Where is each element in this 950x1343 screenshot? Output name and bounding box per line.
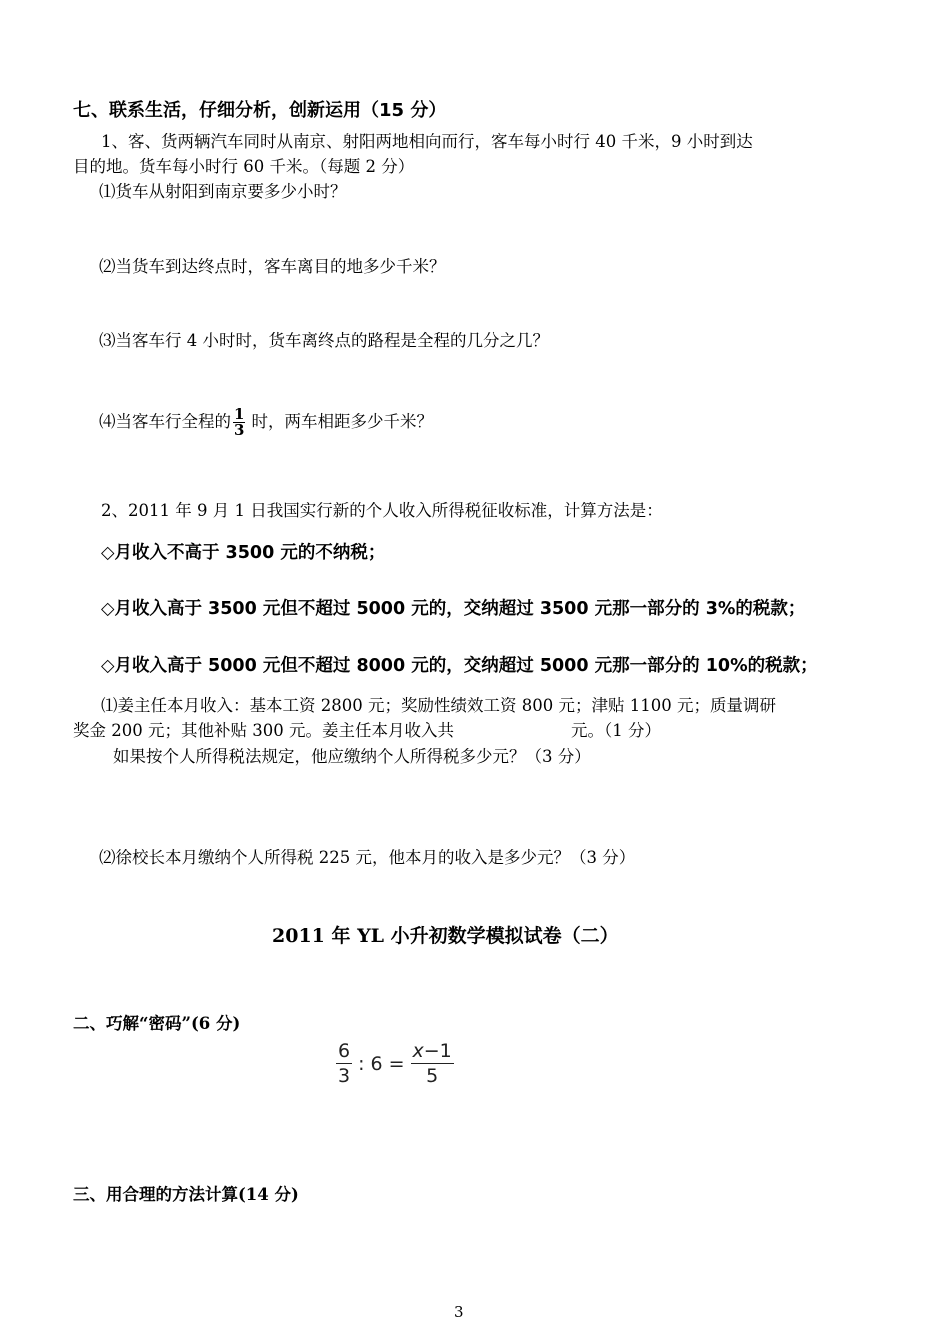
- equation-right-denominator: 5: [426, 1065, 439, 1087]
- section2-heading: 二、巧解“密码”(6 分): [73, 1014, 241, 1033]
- section3-heading: 三、用合理的方法计算(14 分): [73, 1185, 299, 1204]
- equation-equals-sign: =: [388, 1052, 405, 1075]
- problem2-q2: ⑵徐校长本月缴纳个人所得税 225 元，他本月的收入是多少元？（3 分）: [99, 848, 636, 867]
- problem2-intro: 2、2011 年 9 月 1 日我国实行新的个人收入所得税征收标准，计算方法是：: [101, 501, 663, 520]
- equation-left-denominator: 3: [338, 1065, 351, 1087]
- equation-colon: :: [358, 1052, 365, 1075]
- problem1-q4: [99, 404, 433, 440]
- tax-rule-2: ◇月收入高于 3500 元但不超过 5000 元的，交纳超过 3500 元那一部分的 3%的税款；: [101, 599, 806, 619]
- problem1-q3: ⑶当客车行 4 小时时，货车离终点的路程是全程的几分之几？: [99, 331, 549, 350]
- equation-right-numerator: [411, 1040, 454, 1064]
- problem2-q1-line2a: 奖金 200 元；其他补贴 300 元。姜主任本月收入共: [73, 721, 454, 740]
- problem1-q1: ⑴货车从射阳到南京要多少小时？: [99, 182, 347, 201]
- problem1-q2: ⑵当货车到达终点时，客车离目的地多少千米？: [99, 257, 446, 276]
- equation-left-numerator: 6: [338, 1040, 351, 1062]
- problem1-q4-after: 时，两车相距多少千米？: [251, 412, 433, 431]
- equation-numerator-rest: −1: [423, 1040, 452, 1062]
- tax-rule-3: ◇月收入高于 5000 元但不超过 8000 元的，交纳超过 5000 元那一部分的 10%的税款；: [101, 656, 818, 676]
- problem2-q1-line1: ⑴姜主任本月收入：基本工资 2800 元；奖励性绩效工资 800 元；津贴 1100 元；质量调研: [101, 696, 776, 715]
- problem2-q1-line3: 如果按个人所得税法规定，他应缴纳个人所得税多少元？（3 分）: [113, 747, 591, 766]
- section7-heading: 七、联系生活，仔细分析，创新运用（15 分）: [73, 100, 447, 121]
- equation-left-fraction: [336, 1040, 352, 1087]
- fraction-denominator: 3: [234, 421, 245, 439]
- problem1-line1: 1、客、货两辆汽车同时从南京、射阳两地相向而行，客车每小时行 40 千米，9 小时到达: [101, 132, 753, 151]
- tax-rule-1: ◇月收入不高于 3500 元的不纳税；: [101, 543, 386, 563]
- equation-right-fraction: [411, 1040, 454, 1087]
- exam-title: 2011 年 YL 小升初数学模拟试卷（二）: [272, 925, 619, 947]
- problem1-q4-before: ⑷当客车行全程的: [99, 412, 231, 431]
- equation-middle-number: 6: [370, 1052, 383, 1075]
- fraction-numerator: 1: [234, 405, 245, 423]
- equation-variable: x: [412, 1040, 424, 1062]
- problem1-line2: 目的地。货车每小时行 60 千米。（每题 2 分）: [73, 157, 415, 176]
- password-equation: [333, 1040, 457, 1087]
- problem2-q1-line2b: 元。（1 分）: [571, 721, 661, 740]
- page-number: 3: [454, 1303, 464, 1321]
- one-third-fraction: [233, 407, 245, 438]
